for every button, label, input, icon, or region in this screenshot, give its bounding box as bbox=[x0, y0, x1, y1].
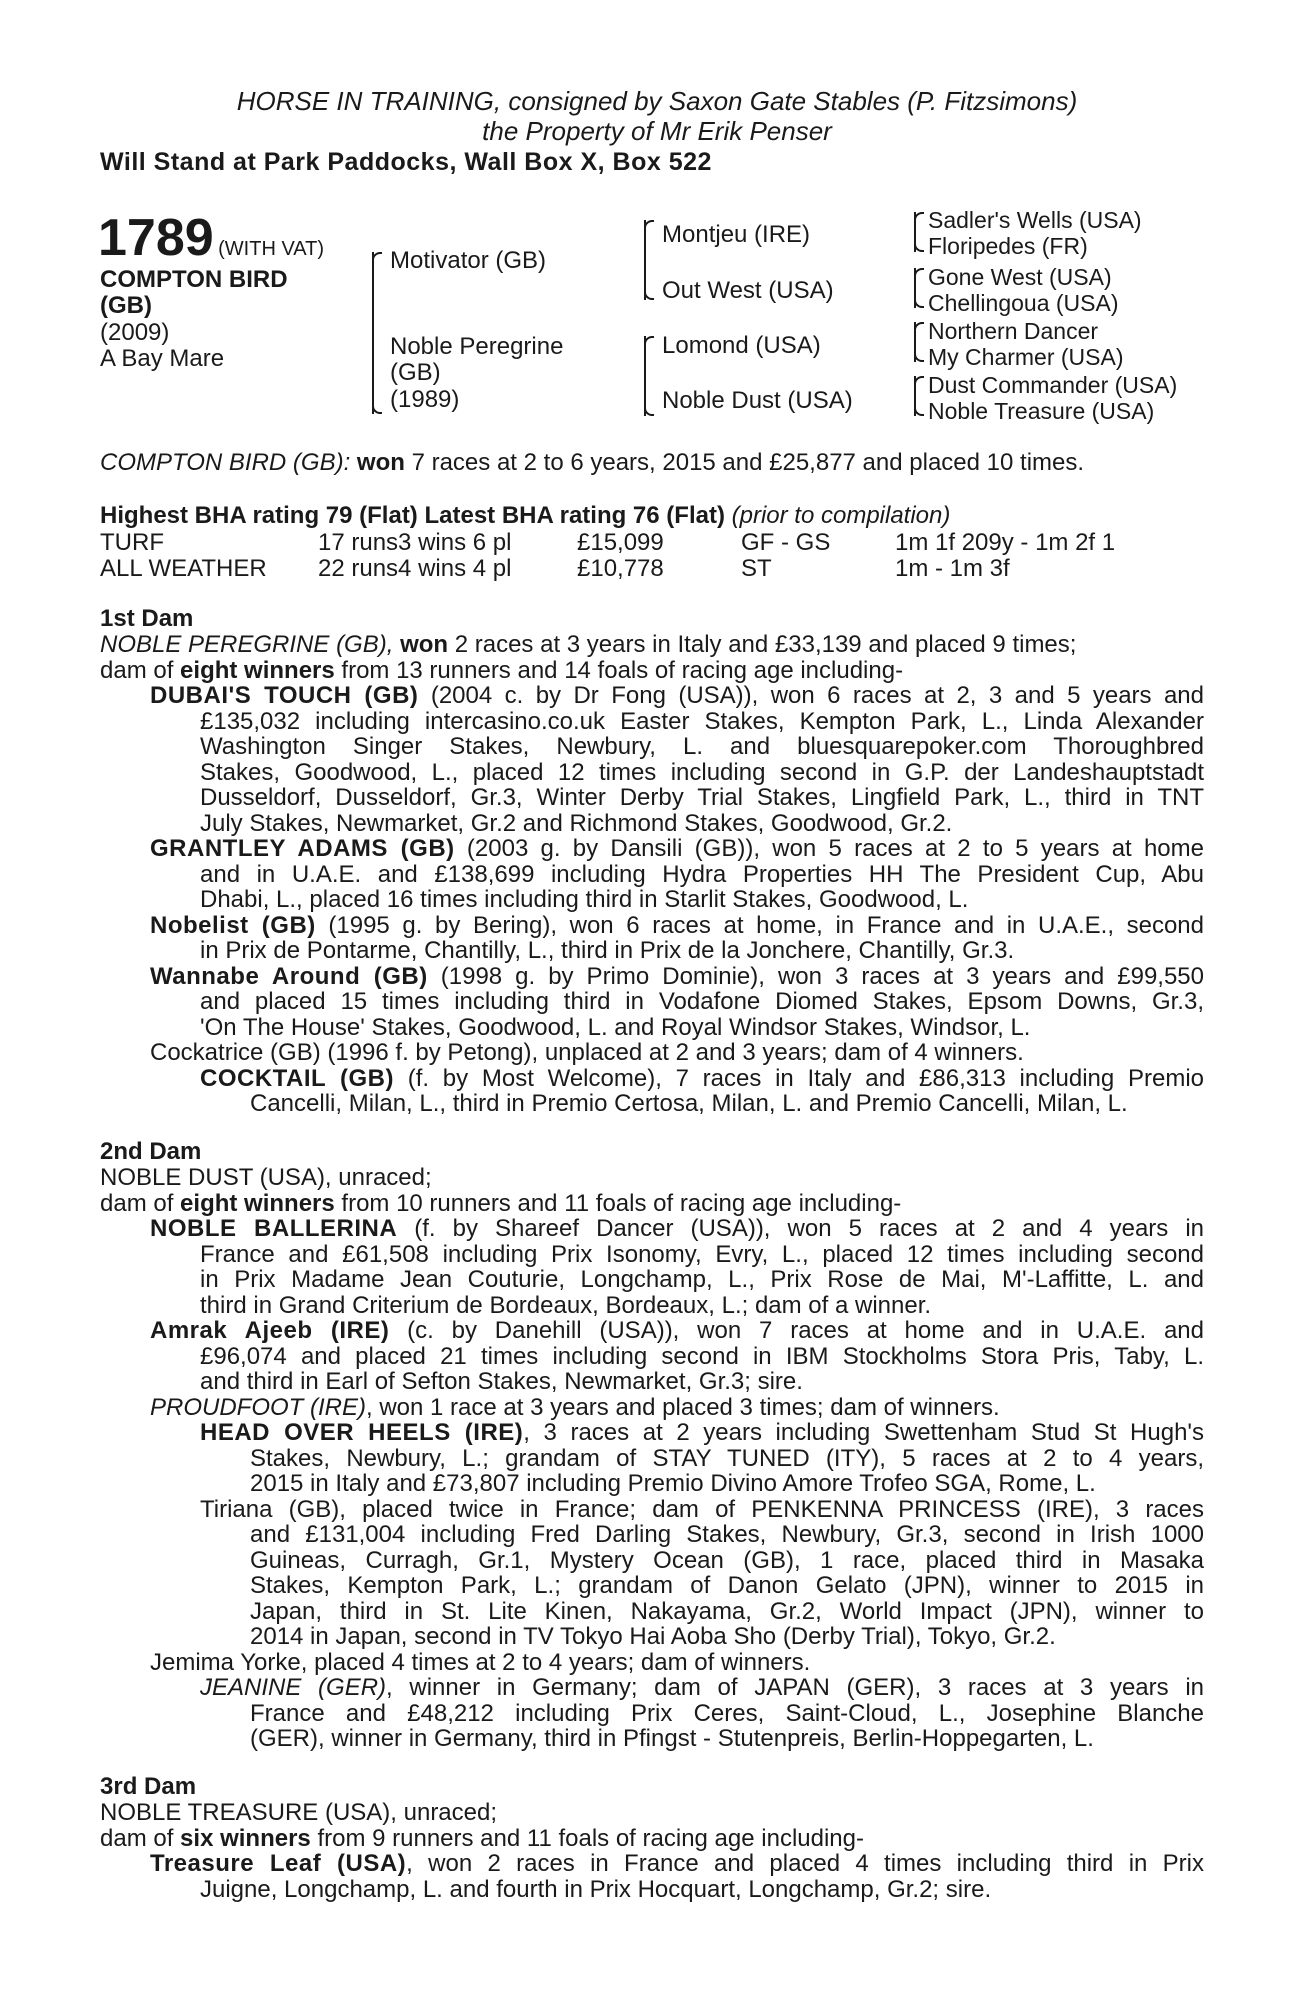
produce-entry bbox=[100, 1420, 1204, 1446]
produce-cont: and in U.A.E. and £138,699 including Hydra Properties HH The President Cup, Abu bbox=[200, 860, 1204, 888]
third-dam-line2 bbox=[100, 1826, 1204, 1852]
lot-number-group bbox=[98, 209, 325, 267]
produce-cont: Juigne, Longchamp, L. and fourth in Prix Hocquart, Longchamp, Gr.2; sire. bbox=[200, 1875, 992, 1903]
race-summary bbox=[100, 450, 1084, 476]
ratings-title: Highest BHA rating 79 (Flat) Latest BHA rating 76 (Flat) bbox=[100, 502, 725, 529]
ggs-brace-1 bbox=[914, 212, 916, 252]
produce-cont: France and £48,212 including Prix Ceres, Saint-Cloud, L., Josephine Blanche bbox=[250, 1699, 1204, 1727]
summary-won: won bbox=[356, 449, 405, 476]
ggs-7: Dust Commander (USA) bbox=[928, 372, 1178, 398]
produce-name: Treasure Leaf (USA) bbox=[150, 1850, 407, 1877]
produce-cont: 2014 in Japan, second in TV Tokyo Hai Aoba Sho (Derby Trial), Tokyo, Gr.2. bbox=[250, 1623, 1056, 1650]
produce-name: COCKTAIL (GB) bbox=[200, 1064, 394, 1092]
produce-cont: Guineas, Curragh, Gr.1, Mystery Ocean (GB), 1 race, placed third in Masaka bbox=[250, 1546, 1204, 1574]
produce-record: (1998 g. by Primo Dominie), won 3 races at 3 years and £99,550 bbox=[427, 962, 1205, 990]
produce-cont: in Prix Madame Jean Couturie, Longchamp, L., Prix Rose de Mai, M'-Laffitte, L. and bbox=[200, 1266, 1204, 1293]
sire: Motivator (GB) bbox=[390, 247, 547, 274]
produce-entry: Jemima Yorke, placed 4 times at 2 to 4 years; dam of winners. bbox=[150, 1648, 811, 1676]
first-dam-line1 bbox=[100, 632, 1204, 658]
dam2-winners: eight winners bbox=[180, 1189, 335, 1217]
produce-cont: France and £61,508 including Prix Isonomy, Evry, L., placed 12 times including second bbox=[200, 1240, 1204, 1268]
aw-runs: 22 runs4 wins 4 pl bbox=[318, 555, 512, 582]
dam2-runners: from 10 runners and 11 foals of racing age including- bbox=[334, 1189, 902, 1217]
produce-record: (1995 g. by Bering), won 6 races at home, in France and in U.A.E., second bbox=[315, 911, 1205, 939]
produce-record: (2003 g. by Dansili (GB)), won 5 races at 2 to 5 years at home bbox=[454, 835, 1204, 862]
produce-record: , won 2 races in France and placed 4 times including third in Prix bbox=[406, 1850, 1204, 1877]
dam-line1: Noble Peregrine bbox=[390, 333, 564, 360]
produce-entry bbox=[100, 1066, 1204, 1092]
sire-brace bbox=[644, 220, 646, 300]
dam1-dam-of: dam of bbox=[100, 656, 181, 684]
aw-going: ST bbox=[741, 555, 772, 582]
dam3-runners: from 9 runners and 11 foals of racing age including- bbox=[310, 1824, 864, 1852]
turf-runs: 17 runs3 wins 6 pl bbox=[318, 529, 512, 556]
produce-cont: Stakes, Kempton Park, L.; grandam of Danon Gelato (JPN), winner to 2015 in bbox=[250, 1572, 1204, 1599]
granddam-2: Noble Dust (USA) bbox=[662, 387, 853, 414]
produce-name: JEANINE (GER) bbox=[200, 1674, 387, 1701]
granddam-1: Out West (USA) bbox=[662, 277, 834, 304]
produce-entry bbox=[100, 1675, 1204, 1701]
ggs-1: Sadler's Wells (USA) bbox=[928, 207, 1142, 233]
first-dam-title: 1st Dam bbox=[100, 605, 194, 632]
third-dam-title: 3rd Dam bbox=[100, 1773, 197, 1800]
produce-cont: and third in Earl of Sefton Stakes, Newmarket, Gr.3; sire. bbox=[200, 1368, 803, 1395]
dam3-dam-of: dam of bbox=[100, 1824, 181, 1852]
produce-record: , 3 races at 2 years including Swettenham Stud St Hugh's bbox=[523, 1419, 1205, 1446]
ggs-5: Northern Dancer bbox=[928, 318, 1099, 344]
ggs-3: Gone West (USA) bbox=[928, 264, 1112, 290]
produce-name: Nobelist (GB) bbox=[150, 911, 316, 939]
ggs-4: Chellingoua (USA) bbox=[928, 290, 1119, 316]
first-dam-section bbox=[100, 606, 1204, 1117]
produce-cont: £135,032 including intercasino.co.uk Easter Stakes, Kempton Park, L., Linda Alexander bbox=[200, 707, 1204, 735]
ggs-brace-2 bbox=[914, 268, 916, 308]
produce-name: NOBLE BALLERINA bbox=[150, 1215, 398, 1242]
second-dam-title: 2nd Dam bbox=[100, 1138, 202, 1165]
ggs-2: Floripedes (FR) bbox=[928, 233, 1088, 259]
aw-label: ALL WEATHER bbox=[100, 555, 267, 582]
produce-cont: and £131,004 including Fred Darling Stakes, Newbury, Gr.3, second in Irish 1000 bbox=[250, 1521, 1204, 1548]
grandsire-2: Lomond (USA) bbox=[662, 332, 821, 359]
aw-prize: £10,778 bbox=[577, 555, 664, 582]
consignor-line: HORSE IN TRAINING, consigned by Saxon Gate Stables (P. Fitzsimons) bbox=[236, 86, 1078, 116]
ggs-brace-3 bbox=[914, 322, 916, 362]
produce-cont: and placed 15 times including third in Vodafone Diomed Stakes, Epsom Downs, Gr.3, bbox=[200, 988, 1204, 1015]
ggs-8: Noble Treasure (USA) bbox=[928, 398, 1155, 424]
dam1-name: NOBLE PEREGRINE (GB), bbox=[100, 631, 401, 658]
ggs-brace-4 bbox=[914, 376, 916, 416]
produce-record: (2004 c. by Dr Fong (USA)), won 6 races at 2, 3 and 5 years and bbox=[418, 682, 1205, 709]
produce-cont: Dusseldorf, Dusseldorf, Gr.3, Winter Derby Trial Stakes, Lingfield Park, L., third in TNT bbox=[200, 784, 1204, 811]
horse-description: A Bay Mare bbox=[100, 345, 225, 372]
dam3-winners: six winners bbox=[180, 1824, 311, 1852]
dam1-record: 2 races at 3 years in Italy and £33,139 and placed 9 times; bbox=[448, 631, 1077, 658]
produce-name: GRANTLEY ADAMS (GB) bbox=[150, 835, 455, 862]
produce-cont: in Prix de Pontarme, Chantilly, L., third in Prix de la Jonchere, Chantilly, Gr.3. bbox=[200, 937, 1015, 964]
pedigree-brace bbox=[372, 252, 374, 414]
summary-horse: COMPTON BIRD (GB) bbox=[100, 449, 344, 476]
vat-note: (WITH VAT) bbox=[218, 238, 325, 260]
produce-cont: Dhabi, L., placed 16 times including third in Starlit Stakes, Goodwood, L. bbox=[200, 886, 969, 913]
first-dam-line2 bbox=[100, 658, 1204, 684]
dam-brace bbox=[644, 336, 646, 416]
produce-record: , winner in Germany; dam of JAPAN (GER), 3 races at 3 years in bbox=[386, 1674, 1205, 1701]
ratings-note: (prior to compilation) bbox=[731, 502, 951, 529]
produce-record: (f. by Shareef Dancer (USA)), won 5 races at 2 and 4 years in bbox=[397, 1215, 1204, 1242]
produce-entry bbox=[100, 913, 1204, 939]
dam1-winners: eight winners bbox=[180, 656, 335, 684]
third-dam-line1: NOBLE TREASURE (USA), unraced; bbox=[100, 1799, 498, 1826]
produce-name: Wannabe Around (GB) bbox=[150, 962, 428, 990]
produce-entry bbox=[100, 964, 1204, 990]
summary-rest: 7 races at 2 to 6 years, 2015 and £25,877 and placed 10 times. bbox=[404, 449, 1085, 476]
lot-number: 1789 bbox=[98, 209, 214, 267]
dam-line2: (GB) bbox=[390, 359, 441, 386]
produce-entry: Tiriana (GB), placed twice in France; dam of PENKENNA PRINCESS (IRE), 3 races bbox=[200, 1495, 1204, 1523]
turf-prize: £15,099 bbox=[577, 529, 664, 556]
produce-entry bbox=[100, 1216, 1204, 1242]
produce-entry bbox=[100, 683, 1204, 709]
produce-name: PROUDFOOT (IRE) bbox=[150, 1393, 366, 1421]
produce-name: Amrak Ajeeb (IRE) bbox=[150, 1317, 390, 1344]
produce-cont: 'On The House' Stakes, Goodwood, L. and Royal Windsor Stakes, Windsor, L. bbox=[200, 1013, 1031, 1041]
produce-entry bbox=[100, 1318, 1204, 1344]
turf-distance: 1m 1f 209y - 1m 2f 1 bbox=[895, 529, 1116, 556]
property-line: the Property of Mr Erik Penser bbox=[482, 116, 832, 146]
produce-cont: (GER), winner in Germany, third in Pfingst - Stutenpreis, Berlin-Hoppegarten, L. bbox=[250, 1725, 1094, 1752]
produce-name: HEAD OVER HEELS (IRE) bbox=[200, 1419, 524, 1446]
produce-cont: Cancelli, Milan, L., third in Premio Certosa, Milan, L. and Premio Cancelli, Milan, L. bbox=[250, 1090, 1128, 1117]
stand-location: Will Stand at Park Paddocks, Wall Box X, Box 522 bbox=[100, 148, 712, 176]
dam2-dam-of: dam of bbox=[100, 1189, 181, 1217]
produce-record: (c. by Danehill (USA)), won 7 races at home and in U.A.E. and bbox=[389, 1317, 1205, 1344]
horse-origin: (GB) bbox=[100, 292, 152, 319]
ggs-6: My Charmer (USA) bbox=[928, 344, 1124, 370]
produce-entry bbox=[100, 1851, 1204, 1877]
second-dam-line2 bbox=[100, 1191, 1204, 1217]
produce-entry: Cockatrice (GB) (1996 f. by Petong), unplaced at 2 and 3 years; dam of 4 winners. bbox=[150, 1039, 1024, 1066]
ratings-heading bbox=[100, 503, 950, 529]
grandsire-1: Montjeu (IRE) bbox=[662, 221, 811, 248]
summary-colon: : bbox=[343, 449, 351, 476]
produce-cont: third in Grand Criterium de Bordeaux, Bordeaux, L.; dam of a winner. bbox=[200, 1291, 932, 1319]
produce-name: DUBAI'S TOUCH (GB) bbox=[150, 682, 419, 709]
produce-cont: July Stakes, Newmarket, Gr.2 and Richmond Stakes, Goodwood, Gr.2. bbox=[200, 809, 953, 837]
aw-distance: 1m - 1m 3f bbox=[895, 555, 1010, 582]
dam1-runners: from 13 runners and 14 foals of racing age including- bbox=[334, 656, 904, 684]
second-dam-section bbox=[100, 1139, 1204, 1752]
second-dam-line1: NOBLE DUST (USA), unraced; bbox=[100, 1164, 432, 1191]
produce-record: , won 1 race at 3 years and placed 3 times; dam of winners. bbox=[366, 1393, 1000, 1421]
dam1-won: won bbox=[400, 631, 449, 658]
dam-line3: (1989) bbox=[390, 386, 460, 413]
horse-name: COMPTON BIRD bbox=[100, 266, 288, 293]
produce-cont: Stakes, Newbury, L.; grandam of STAY TUNED (ITY), 5 races at 2 to 4 years, bbox=[250, 1444, 1204, 1472]
produce-entry bbox=[100, 836, 1204, 862]
produce-cont: Japan, third in St. Lite Kinen, Nakayama, Gr.2, World Impact (JPN), winner to bbox=[250, 1597, 1204, 1625]
foaling-year: (2009) bbox=[100, 319, 170, 346]
turf-label: TURF bbox=[100, 529, 164, 556]
turf-going: GF - GS bbox=[741, 529, 831, 556]
produce-record: (f. by Most Welcome), 7 races in Italy and £86,313 including Premio bbox=[394, 1064, 1205, 1092]
third-dam-section bbox=[100, 1774, 1204, 1902]
produce-cont: 2015 in Italy and £73,807 including Premio Divino Amore Trofeo SGA, Rome, L. bbox=[250, 1470, 1096, 1497]
produce-cont: £96,074 and placed 21 times including second in IBM Stockholms Stora Pris, Taby, L. bbox=[200, 1342, 1204, 1370]
produce-cont: Washington Singer Stakes, Newbury, L. and bluesquarepoker.com Thoroughbred bbox=[200, 733, 1204, 760]
produce-entry bbox=[100, 1395, 1204, 1421]
produce-cont: Stakes, Goodwood, L., placed 12 times including second in G.P. der Landeshauptstadt bbox=[200, 758, 1204, 786]
